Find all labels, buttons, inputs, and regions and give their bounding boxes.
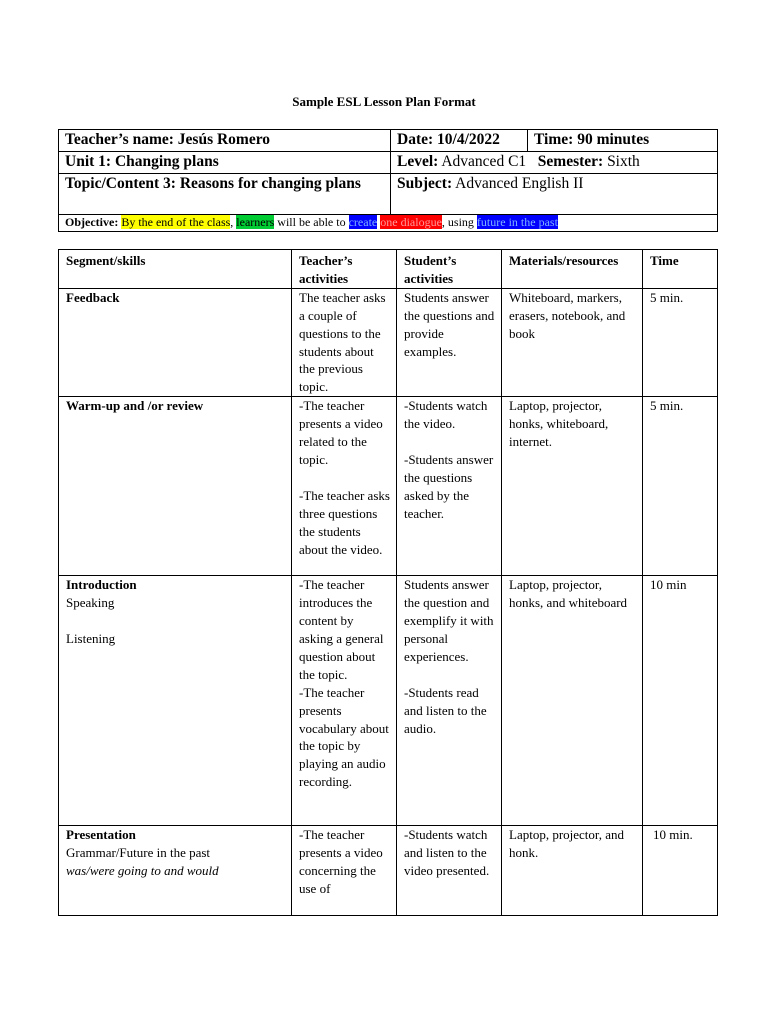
segment-title: Introduction (66, 577, 137, 593)
teacher-name-cell (59, 130, 391, 152)
level-semester-cell (391, 152, 718, 174)
objective-highlight-3: create (348, 215, 378, 229)
segment-title: Feedback (66, 289, 120, 305)
student-activity: Students answer the question and exemplify it with personal experiences. (404, 577, 494, 664)
segment-cell (59, 576, 292, 826)
date-cell (391, 130, 528, 152)
segment-skill: was/were going to and would (66, 863, 219, 879)
materials-cell: Laptop, projector, and honk. (502, 826, 643, 916)
student-activity: -Students watch and listen to the video presented. (404, 827, 490, 879)
objective-highlight-4: one dialogue (380, 215, 442, 229)
segment-cell (59, 826, 292, 916)
date-value: 10/4/2022 (437, 131, 500, 148)
objective-separator: , (230, 215, 237, 229)
table-row (59, 576, 718, 826)
time-cell: 10 min (643, 576, 718, 826)
lesson-header-table (58, 129, 718, 232)
column-header: Segment/skills (59, 250, 292, 289)
teacher-name: Jesús Romero (177, 131, 271, 148)
objective-text: , using (441, 215, 477, 229)
time-cell: 5 min. (643, 397, 718, 576)
student-activity-cell (397, 397, 502, 576)
objective-text: will be able to (274, 215, 349, 229)
materials-cell: Laptop, projector, honks, and whiteboard (502, 576, 643, 826)
subject-label: Subject: (397, 175, 453, 192)
student-activity: Students answer the questions and provide examples. (404, 289, 495, 359)
table-row (59, 288, 718, 396)
objective-cell (59, 215, 718, 232)
time-cell: 10 min. (643, 826, 718, 916)
column-header: Materials/resources (502, 250, 643, 289)
teacher-activity: -The teacher presents a video related to the topic. (299, 398, 383, 467)
materials-cell: Laptop, projector, honks, whiteboard, internet. (502, 397, 643, 576)
level-label: Level: (397, 153, 439, 170)
teacher-activity-cell (292, 576, 397, 826)
lesson-activities-table (58, 249, 718, 916)
table-header-row (59, 250, 718, 289)
segment-title: Warm-up and /or review (66, 398, 204, 414)
teacher-activity: -The teacher presents a video concerning the use of (299, 827, 383, 896)
table-row (59, 826, 718, 916)
objective-highlight-1: By the end of the class (121, 215, 231, 229)
subject-value: Advanced English II (455, 175, 584, 192)
student-activity: -Students read and listen to the audio. (404, 684, 487, 736)
document-title: Sample ESL Lesson Plan Format (292, 94, 476, 109)
segment-skill: Listening (66, 631, 116, 647)
student-activity: -Students watch the video. (404, 398, 488, 432)
segment-title: Presentation (66, 827, 136, 843)
teacher-activity-cell (292, 826, 397, 916)
segment-skill: Grammar/Future in the past (66, 845, 211, 861)
time-cell: 5 min. (643, 288, 718, 396)
student-activity-cell (397, 288, 502, 396)
materials-cell: Whiteboard, markers, erasers, notebook, and book (502, 288, 643, 396)
objective-highlight-5: future in the past (476, 215, 558, 229)
teacher-activity: -The teacher introduces the content by asking a general question about the topic. (299, 577, 384, 682)
column-header: Time (643, 250, 718, 289)
student-activity: -Students answer the questions asked by the teacher. (404, 452, 494, 521)
column-header: Teacher’s activities (292, 250, 397, 289)
semester-label: Semester: (537, 153, 604, 170)
subject-cell (391, 174, 718, 215)
teacher-activity: The teacher asks a couple of questions to the students about the previous topic. (299, 289, 386, 395)
segment-cell (59, 288, 292, 396)
teacher-activity-cell (292, 397, 397, 576)
teacher-activity-cell (292, 288, 397, 396)
column-header: Student’s activities (397, 250, 502, 289)
objective-highlight-2: learners (236, 215, 275, 229)
segment-cell (59, 397, 292, 576)
objective-label: Objective: (65, 215, 119, 229)
topic-cell: Topic/Content 3: Reasons for changing plans (59, 174, 391, 215)
time-label: Time: (534, 131, 574, 148)
unit-cell: Unit 1: Changing plans (59, 152, 391, 174)
teacher-label: Teacher’s name: (65, 131, 174, 148)
semester-value: Sixth (607, 153, 640, 170)
segment-skill: Speaking (66, 595, 115, 611)
time-cell (528, 130, 718, 152)
student-activity-cell (397, 826, 502, 916)
student-activity-cell (397, 576, 502, 826)
date-label: Date: (397, 131, 434, 148)
table-row (59, 397, 718, 576)
teacher-activity: -The teacher presents vocabulary about the topic by playing an audio recording. (299, 684, 389, 790)
level-value: Advanced C1 (441, 153, 527, 170)
teacher-activity: -The teacher asks three questions the students about the video. (299, 487, 390, 557)
time-value: 90 minutes (577, 131, 650, 148)
